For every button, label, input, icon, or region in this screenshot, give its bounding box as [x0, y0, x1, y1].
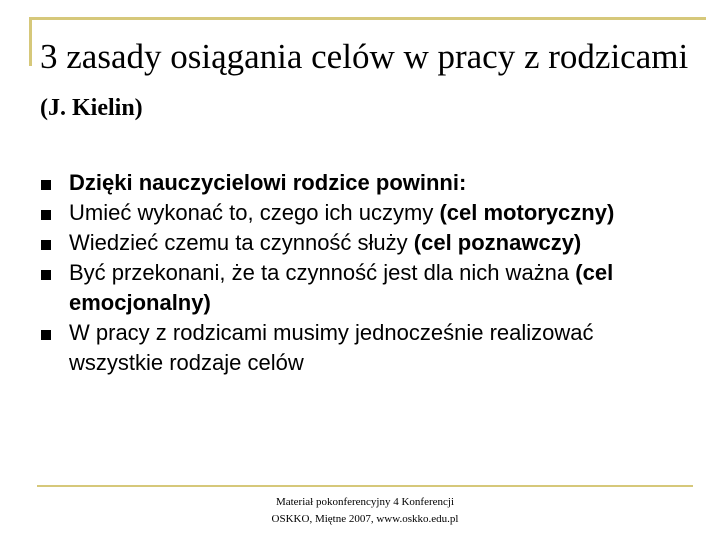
footer-line-1: Materiał pokonferencyjny 4 Konferencji: [275, 496, 455, 508]
slide-footer: [215, 494, 515, 528]
bullet-item: [0, 318, 689, 378]
bullet-text: W pracy z rodzicami musimy jednocześnie realizować wszystkie rodzaje celów: [69, 320, 594, 375]
footer-line-2: OSKKO, Miętne 2007, www.oskko.edu.pl: [271, 513, 459, 525]
bullet-goal-label: (cel emocjonalny): [69, 260, 614, 315]
bullet-text: Być przekonani, że ta czynność jest dla nich ważna: [69, 260, 576, 285]
bullet-goal-label: (cel poznawczy): [413, 230, 582, 255]
square-bullet-icon: [41, 270, 51, 280]
bullet-item: [0, 258, 689, 318]
square-bullet-icon: [41, 330, 51, 340]
bullet-item: [0, 168, 689, 198]
left-decorative-rule: [29, 17, 32, 66]
bullet-list: [0, 168, 720, 378]
bottom-decorative-rule: [37, 485, 693, 487]
bullet-item: [0, 198, 689, 228]
square-bullet-icon: [41, 240, 51, 250]
title-author: (J. Kielin): [40, 95, 143, 121]
bullet-text: Dzięki nauczycielowi rodzice powinni:: [69, 170, 467, 195]
square-bullet-icon: [41, 210, 51, 220]
slide-title: [40, 33, 700, 132]
bullet-goal-label: (cel motoryczny): [439, 200, 615, 225]
bullet-text: Umieć wykonać to, czego ich uczymy: [69, 200, 440, 225]
bullet-text: Wiedzieć czemu ta czynność służy: [69, 230, 414, 255]
top-decorative-rule: [30, 17, 706, 20]
square-bullet-icon: [41, 180, 51, 190]
title-main: 3 zasady osiągania celów w pracy z rodzicami: [40, 37, 689, 76]
bullet-item: [0, 228, 689, 258]
